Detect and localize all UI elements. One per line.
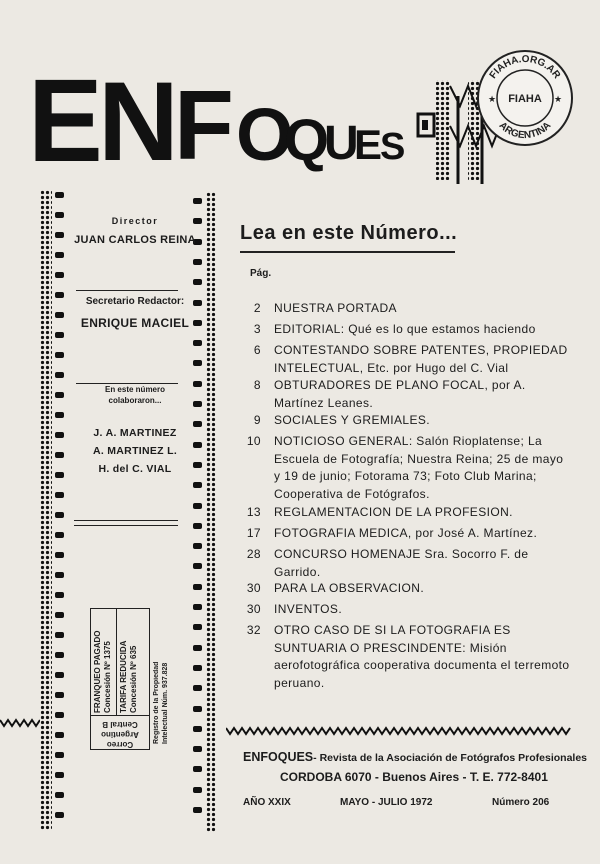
- toc-title: OTRO CASO DE SI LA FOTOGRAFIA ES SUNTUARIA O PRESCINDENTE: Misión aerofotográfica cooperativa documenta el terremoto peruano.: [274, 623, 570, 690]
- film-sprocket-hole: [55, 272, 64, 278]
- footer-address: CORDOBA 6070 - Buenos Aires - T. E. 772-8401: [280, 770, 548, 784]
- footer-tagline: - Revista de la Asociación de Fotógrafos Profesionales: [313, 752, 588, 764]
- film-sprocket-hole: [55, 772, 64, 778]
- film-sprocket-hole: [55, 812, 64, 818]
- toc-page: 28: [246, 547, 261, 561]
- film-strip-left: [34, 190, 52, 830]
- film-sprocket-hole: [193, 482, 202, 488]
- toc-page: 30: [246, 581, 261, 595]
- film-sprocket-hole: [193, 503, 202, 509]
- toc-title: EDITORIAL: Qué es lo que estamos haciendo: [274, 322, 536, 336]
- film-sprocket-hole: [193, 807, 202, 813]
- film-sprocket-hole: [55, 692, 64, 698]
- film-sprocket-hole: [55, 412, 64, 418]
- toc-title: SOCIALES Y GREMIALES.: [274, 413, 431, 427]
- film-sprocket-hole: [193, 726, 202, 732]
- toc-title: PARA LA OBSERVACION.: [274, 581, 425, 595]
- title-letter-q: Q: [284, 108, 330, 173]
- film-sprocket-hole: [193, 563, 202, 569]
- masthead-title: [28, 55, 408, 190]
- toc-page: 10: [246, 434, 261, 448]
- film-sprocket-hole: [193, 706, 202, 712]
- film-sprocket-hole: [55, 532, 64, 538]
- toc-page: 8: [253, 378, 261, 392]
- film-sprocket-hole: [55, 212, 64, 218]
- film-sprocket-hole: [55, 292, 64, 298]
- film-sprocket-hole: [55, 632, 64, 638]
- toc-page: 17: [246, 526, 261, 540]
- film-sprocket-hole: [55, 432, 64, 438]
- film-sprocket-hole: [55, 592, 64, 598]
- title-letter-o: O: [236, 93, 294, 176]
- title-letter-e2: E: [354, 121, 383, 168]
- film-sprocket-hole: [193, 543, 202, 549]
- film-sprocket-hole: [55, 792, 64, 798]
- film-sprocket-hole: [55, 452, 64, 458]
- publisher-line: [243, 750, 587, 764]
- collaborator-3: H. del C. VIAL: [98, 463, 172, 475]
- seal-bottom-text: ARGENTINA: [496, 120, 554, 142]
- director-name: JUAN CARLOS REINA: [74, 234, 196, 246]
- film-edge-dots-icon: [40, 190, 52, 830]
- film-sprocket-hole: [55, 712, 64, 718]
- film-sprocket-hole: [193, 645, 202, 651]
- collab-intro-line2: colaboraron...: [108, 396, 162, 405]
- toc-heading: Lea en este Número...: [240, 222, 458, 244]
- film-sprocket-hole: [55, 612, 64, 618]
- film-sprocket-hole: [55, 512, 64, 518]
- svg-text:★: ★: [487, 94, 497, 104]
- zigzag-border-left-icon: [0, 718, 40, 728]
- film-sprocket-hole: [193, 523, 202, 529]
- toc-title: CONTESTANDO SOBRE PATENTES, PROPIEDAD INTELECTUAL, Etc. por Hugo del C. Vial: [274, 343, 568, 375]
- film-sprocket-hole: [55, 732, 64, 738]
- toc-title: INVENTOS.: [274, 602, 343, 616]
- collaborator-2: A. MARTINEZ L.: [92, 445, 178, 457]
- film-sprocket-hole: [55, 332, 64, 338]
- title-letter-s: S: [380, 126, 406, 168]
- toc-heading-underline: [240, 251, 455, 253]
- film-sprocket-hole: [193, 665, 202, 671]
- film-sprocket-hole: [193, 685, 202, 691]
- film-sprocket-hole: [193, 198, 202, 204]
- film-sprocket-hole: [55, 492, 64, 498]
- toc-page: 2: [253, 301, 261, 315]
- title-letter-n: N: [98, 59, 179, 184]
- fiaha-seal: [475, 48, 575, 148]
- film-sprocket-hole: [55, 192, 64, 198]
- collab-intro-line1: En este número: [104, 385, 165, 394]
- film-sprocket-hole: [193, 624, 202, 630]
- footer-year: AÑO XXIX: [243, 797, 291, 808]
- toc-page: 32: [246, 623, 261, 637]
- film-sprocket-hole: [193, 746, 202, 752]
- toc-page: 30: [246, 602, 261, 616]
- film-sprocket-hole: [55, 392, 64, 398]
- film-sprocket-hole: [55, 352, 64, 358]
- zigzag-border-right-icon: [226, 726, 571, 736]
- film-sprocket-hole: [55, 572, 64, 578]
- staff-divider-2: [76, 383, 178, 384]
- film-sprocket-hole: [55, 652, 64, 658]
- film-sprocket-hole: [193, 604, 202, 610]
- toc-title: OBTURADORES DE PLANO FOCAL, por A. Martínez Leanes.: [274, 378, 526, 410]
- toc-page: 6: [253, 343, 261, 357]
- film-sprocket-hole: [55, 552, 64, 558]
- registro-text: Registro de la Propiedad Intelectual Núm. 937.828: [153, 661, 169, 744]
- staff-column: [70, 210, 200, 478]
- franqueo-text: FRANQUEO PAGADO Concesión Nº 1375: [93, 630, 112, 713]
- film-sprocket-hole: [55, 232, 64, 238]
- correo-text: Correo Argentino Central B: [101, 720, 139, 749]
- footer-issue-number: Número 206: [492, 797, 550, 808]
- svg-text:★: ★: [553, 94, 563, 104]
- film-sprocket-hole: [193, 766, 202, 772]
- footer-period: MAYO - JULIO 1972: [340, 797, 433, 808]
- toc-page: 3: [253, 322, 261, 336]
- postal-stamp-box: [90, 608, 150, 750]
- secretary-name: ENRIQUE MACIEL: [80, 316, 190, 330]
- seal-top-text: FIAHA.ORG.AR: [487, 53, 563, 81]
- title-letter-u: U: [324, 117, 359, 170]
- film-edge-dots-right-icon: [206, 192, 216, 832]
- film-sprocket-hole: [55, 672, 64, 678]
- footer-magazine-name: ENFOQUES: [243, 750, 314, 764]
- director-label: Director: [111, 216, 159, 226]
- collaborator-1: J. A. MARTINEZ: [93, 427, 177, 439]
- staff-divider-1: [76, 290, 178, 291]
- toc-title: REGLAMENTACION DE LA PROFESION.: [274, 505, 513, 519]
- film-sprocket-hole: [55, 472, 64, 478]
- title-letter-f: F: [174, 70, 234, 180]
- toc-title: NOTICIOSO GENERAL: Salón Rioplatense; La Escuela de Fotografía; Nuestra Reina; 25 de mayo y 19 de junio; Fotorama 73; Foto Club Marina; Cooperativa de Fotógrafos.: [274, 434, 564, 501]
- film-sprocket-hole: [55, 372, 64, 378]
- tarifa-text: TARIFA REDUCIDA Concesión Nº 635: [119, 640, 138, 713]
- film-sprocket-hole: [55, 312, 64, 318]
- toc-title: NUESTRA PORTADA: [274, 301, 397, 315]
- seal-center-text: FIAHA: [508, 93, 542, 105]
- page-column-label: Pág.: [250, 268, 272, 279]
- staff-divider-4: [74, 525, 178, 526]
- film-sprocket-hole: [193, 584, 202, 590]
- secretary-label: Secretario Redactor:: [85, 296, 185, 307]
- toc-page: 9: [253, 413, 261, 427]
- title-letter-e1: E: [28, 55, 103, 187]
- toc-title: CONCURSO HOMENAJE Sra. Socorro F. de Garrido.: [274, 547, 529, 579]
- film-sprocket-hole: [55, 252, 64, 258]
- film-sprocket-hole: [55, 752, 64, 758]
- staff-divider-3: [74, 520, 178, 521]
- toc-page: 13: [246, 505, 261, 519]
- toc-title: FOTOGRAFIA MEDICA, por José A. Martínez.: [274, 526, 538, 540]
- film-sprocket-hole: [193, 787, 202, 793]
- film-holes-left: [54, 192, 66, 832]
